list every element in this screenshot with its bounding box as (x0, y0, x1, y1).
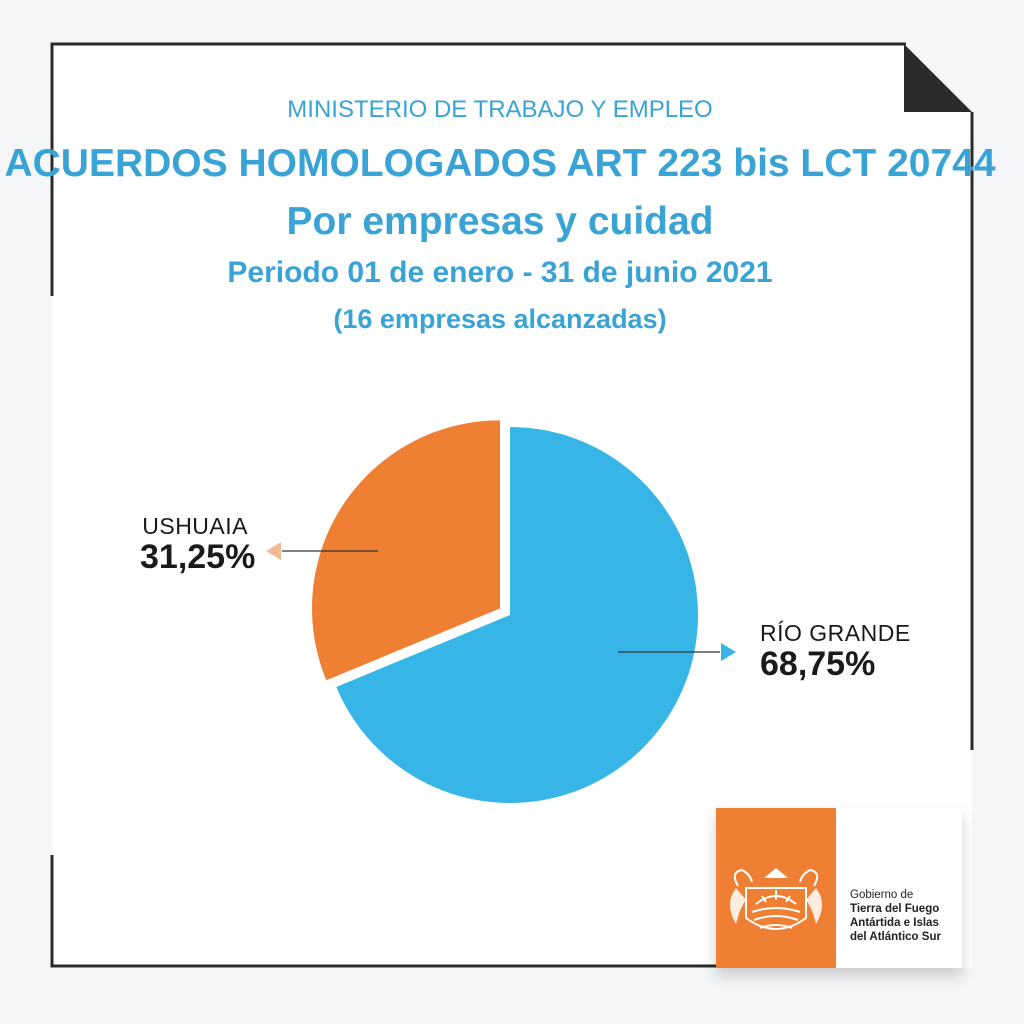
logo-line-4: del Atlántico Sur (850, 931, 941, 943)
slice-value-riogrande: 68,75% (760, 645, 876, 683)
page-subtitle: Por empresas y cuidad (286, 200, 714, 243)
period-heading: Periodo 01 de enero - 31 de junio 2021 (227, 256, 773, 289)
companies-count: (16 empresas alcanzadas) (333, 304, 667, 334)
logo-emblem-block (716, 808, 836, 968)
page-title: ACUERDOS HOMOLOGADOS ART 223 bis LCT 20744 (4, 142, 996, 185)
slice-value-ushuaia: 31,25% (140, 538, 256, 576)
slice-label-riogrande (760, 620, 911, 683)
logo-text (850, 888, 962, 944)
logo-line-2: Tierra del Fuego (850, 903, 940, 915)
slice-name-riogrande: RÍO GRANDE (760, 620, 911, 646)
logo-line-3: Antártida e Islas (850, 917, 939, 929)
ministry-heading: MINISTERIO DE TRABAJO Y EMPLEO (287, 96, 713, 123)
slice-label-ushuaia (140, 513, 256, 576)
logo-line-1: Gobierno de (850, 889, 914, 901)
emblem-icon (716, 808, 836, 968)
government-logo (716, 808, 962, 968)
slice-name-ushuaia: USHUAIA (142, 513, 248, 539)
